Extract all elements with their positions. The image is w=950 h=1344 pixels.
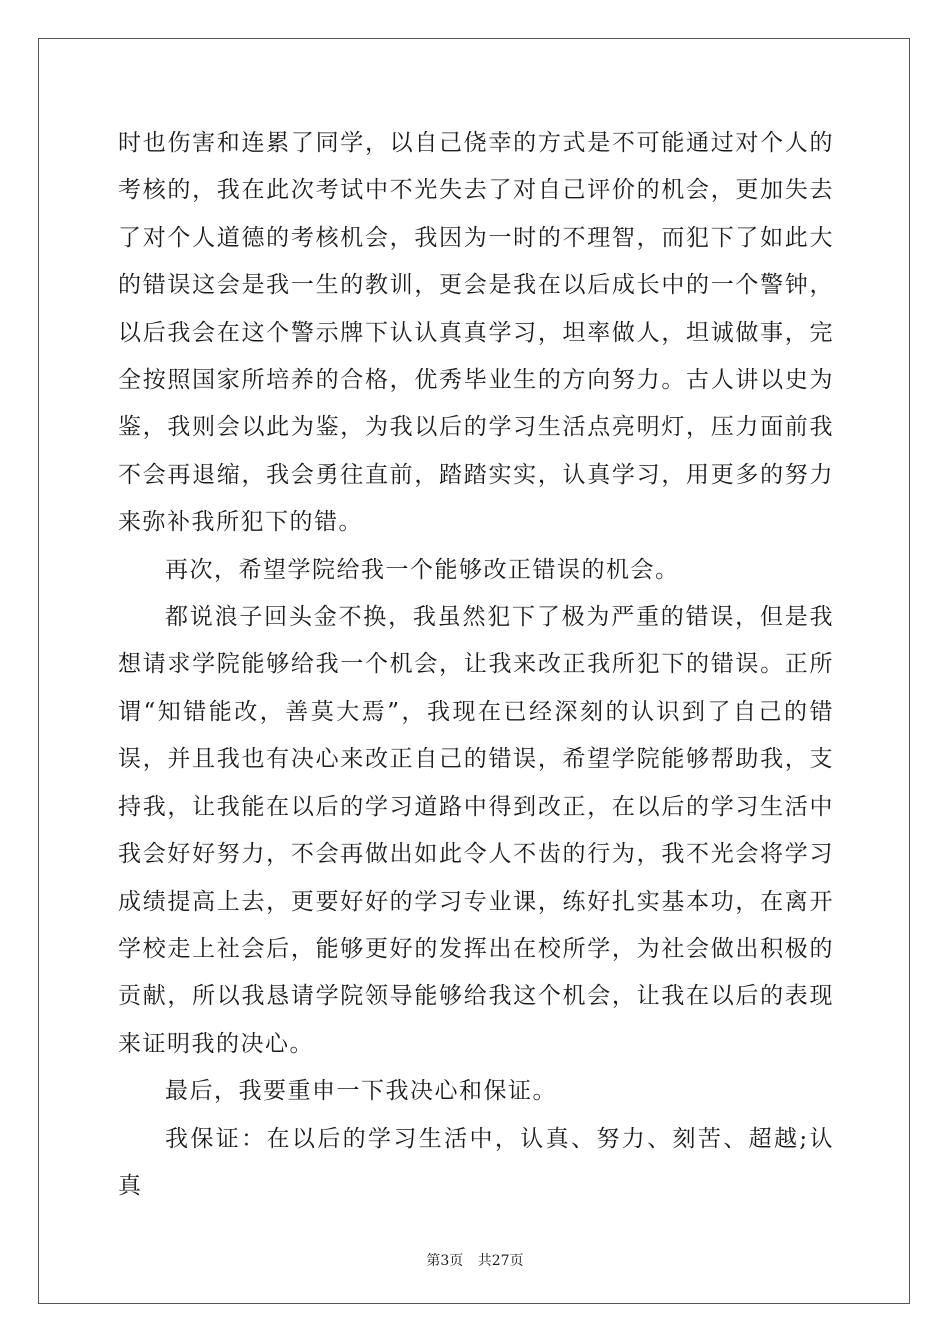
paragraph-1: 时也伤害和连累了同学，以自己侥幸的方式是不可能通过对个人的考核的，我在此次考试中不光失去了对自己评价的机会，更加失去了对个人道德的考核机会，我因为一时的不理智，而犯下了如此大的错误这会是我一生的教训，更会是我在以后成长中的一个警钟，以后我会在这个警示牌下认认真真学习，坦率做人，坦诚做事，完全按照国家所培养的合格，优秀毕业生的方向努力。古人讲以史为鉴，我则会以此为鉴，为我以后的学习生活点亮明灯，压力面前我不会再退缩，我会勇往直前，踏踏实实，认真学习，用更多的努力来弥补我所犯下的错。 <box>118 130 834 536</box>
paragraph-3: 都说浪子回头金不换，我虽然犯下了极为严重的错误，但是我想请求学院能够给我一个机会，让我来改正我所犯下的错误。正所谓“知错能改，善莫大焉”，我现在已经深刻的认识到了自己的错误，并且我也有决心来改正自己的错误，希望学院能够帮助我，支持我，让我能在以后的学习道路中得到改正，在以后的学习生活中我会好好努力，不会再做出如此令人不齿的行为，我不光会将学习成绩提高上去，更要好好的学习专业课，练好扎实基本功，在离开学校走上社会后，能够更好的发挥出在校所学，为社会做出积极的贡献，所以我恳请学院领导能够给我这个机会，让我在以后的表现来证明我的决心。 <box>118 604 834 1057</box>
document-body <box>118 120 834 1210</box>
page-footer <box>0 1250 950 1270</box>
paragraph-2: 再次，希望学院给我一个能够改正错误的机会。 <box>165 556 680 583</box>
page-total: 共27页 <box>477 1253 524 1269</box>
paragraph-4: 最后，我要重申一下我决心和保证。 <box>165 1078 557 1105</box>
paragraph-5: 我保证：在以后的学习生活中，认真、努力、刻苦、超越;认真 <box>118 1125 834 1199</box>
page-number: 第3页 <box>426 1253 464 1269</box>
